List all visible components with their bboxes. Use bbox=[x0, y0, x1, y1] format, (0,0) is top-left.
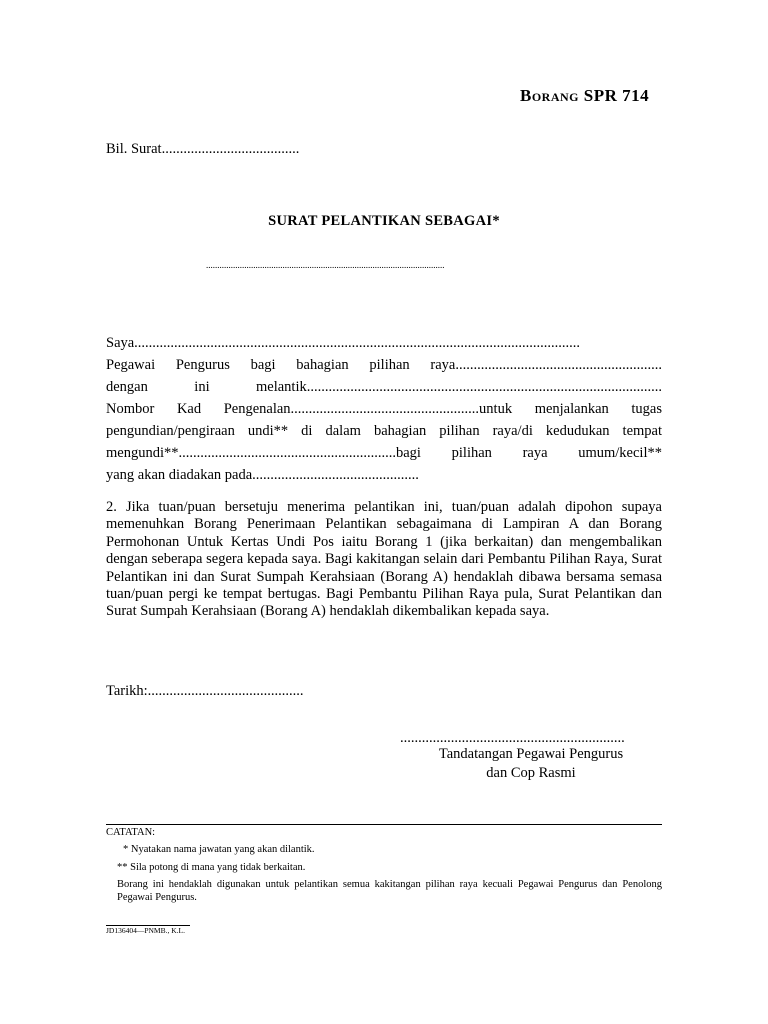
signature-line: .............................................................. bbox=[400, 730, 625, 746]
document-title: SURAT PELANTIKAN SEBAGAI* bbox=[268, 213, 500, 229]
body-line-appoint: dengan ini melantik.................................................................................................. bbox=[106, 379, 662, 395]
title-blank-line: .......................................................................................................... bbox=[206, 260, 445, 270]
signature-label-line1: Tandatangan Pegawai Pengurus bbox=[438, 746, 624, 762]
body-line-date-held: yang akan diadakan pada.............................................. bbox=[106, 467, 419, 483]
signature-label-line2: dan Cop Rasmi bbox=[486, 765, 576, 781]
body-line-polling: mengundi**............................................................bagi pilihan raya umum/kecil** bbox=[106, 445, 662, 461]
printer-code: JD136404—PNMB., K.L. bbox=[106, 926, 185, 935]
form-word: Borang bbox=[520, 86, 580, 105]
letter-reference: Bil. Surat...................................... bbox=[106, 141, 300, 157]
note-item-1: * Nyatakan nama jawatan yang akan dilantik. bbox=[123, 844, 315, 855]
note-item-2: ** Sila potong di mana yang tidak berkaitan. bbox=[117, 862, 306, 873]
note-body: Borang ini hendaklah digunakan untuk pelantikan semua kakitangan pilihan raya kecuali Pegawai Pengurus dan Penolong Pegawai Pengurus. bbox=[117, 879, 662, 903]
body-line-name: Saya........................................................................................................................... bbox=[106, 335, 581, 351]
body-line-ic-number: Nombor Kad Pengenalan....................................................untuk menjalankan tugas bbox=[106, 401, 662, 417]
body-line-duty: pengundian/pengiraan undi** di dalam bahagian pilihan raya/di kedudukan tempat bbox=[106, 423, 662, 439]
date-line: Tarikh:........................................... bbox=[106, 683, 304, 699]
paragraph-2: 2. Jika tuan/puan bersetuju menerima pelantikan ini, tuan/puan adalah dipohon supaya memenuhkan Borang Penerimaan Pelantikan sebagaimana di Lampiran A dan Borang Permohonan Untuk Kertas Undi Pos iaitu Borang 1 (jika berkaitan) dan mengembalikan dengan seberapa segera kepada saya. Bagi kakitangan selain dari Pembantu Pilihan Raya, Surat Pelantikan ini dan Surat Sumpah Kerahsiaan (Borang A) hendaklah dibawa bersama semasa tuan/puan pergi ke tempat bertugas. Bagi Pembantu Pilihan Raya pula, Surat Pelantikan dan Surat Sumpah Kerahsiaan (Borang A) hendaklah dikembalikan kepada saya. bbox=[106, 499, 662, 620]
notes-divider bbox=[106, 824, 662, 825]
notes-heading: CATATAN: bbox=[106, 827, 156, 838]
form-code bbox=[520, 86, 649, 106]
form-number: SPR 714 bbox=[583, 86, 650, 105]
body-line-returning-officer: Pegawai Pengurus bagi bahagian pilihan raya......................................................... bbox=[106, 357, 662, 373]
